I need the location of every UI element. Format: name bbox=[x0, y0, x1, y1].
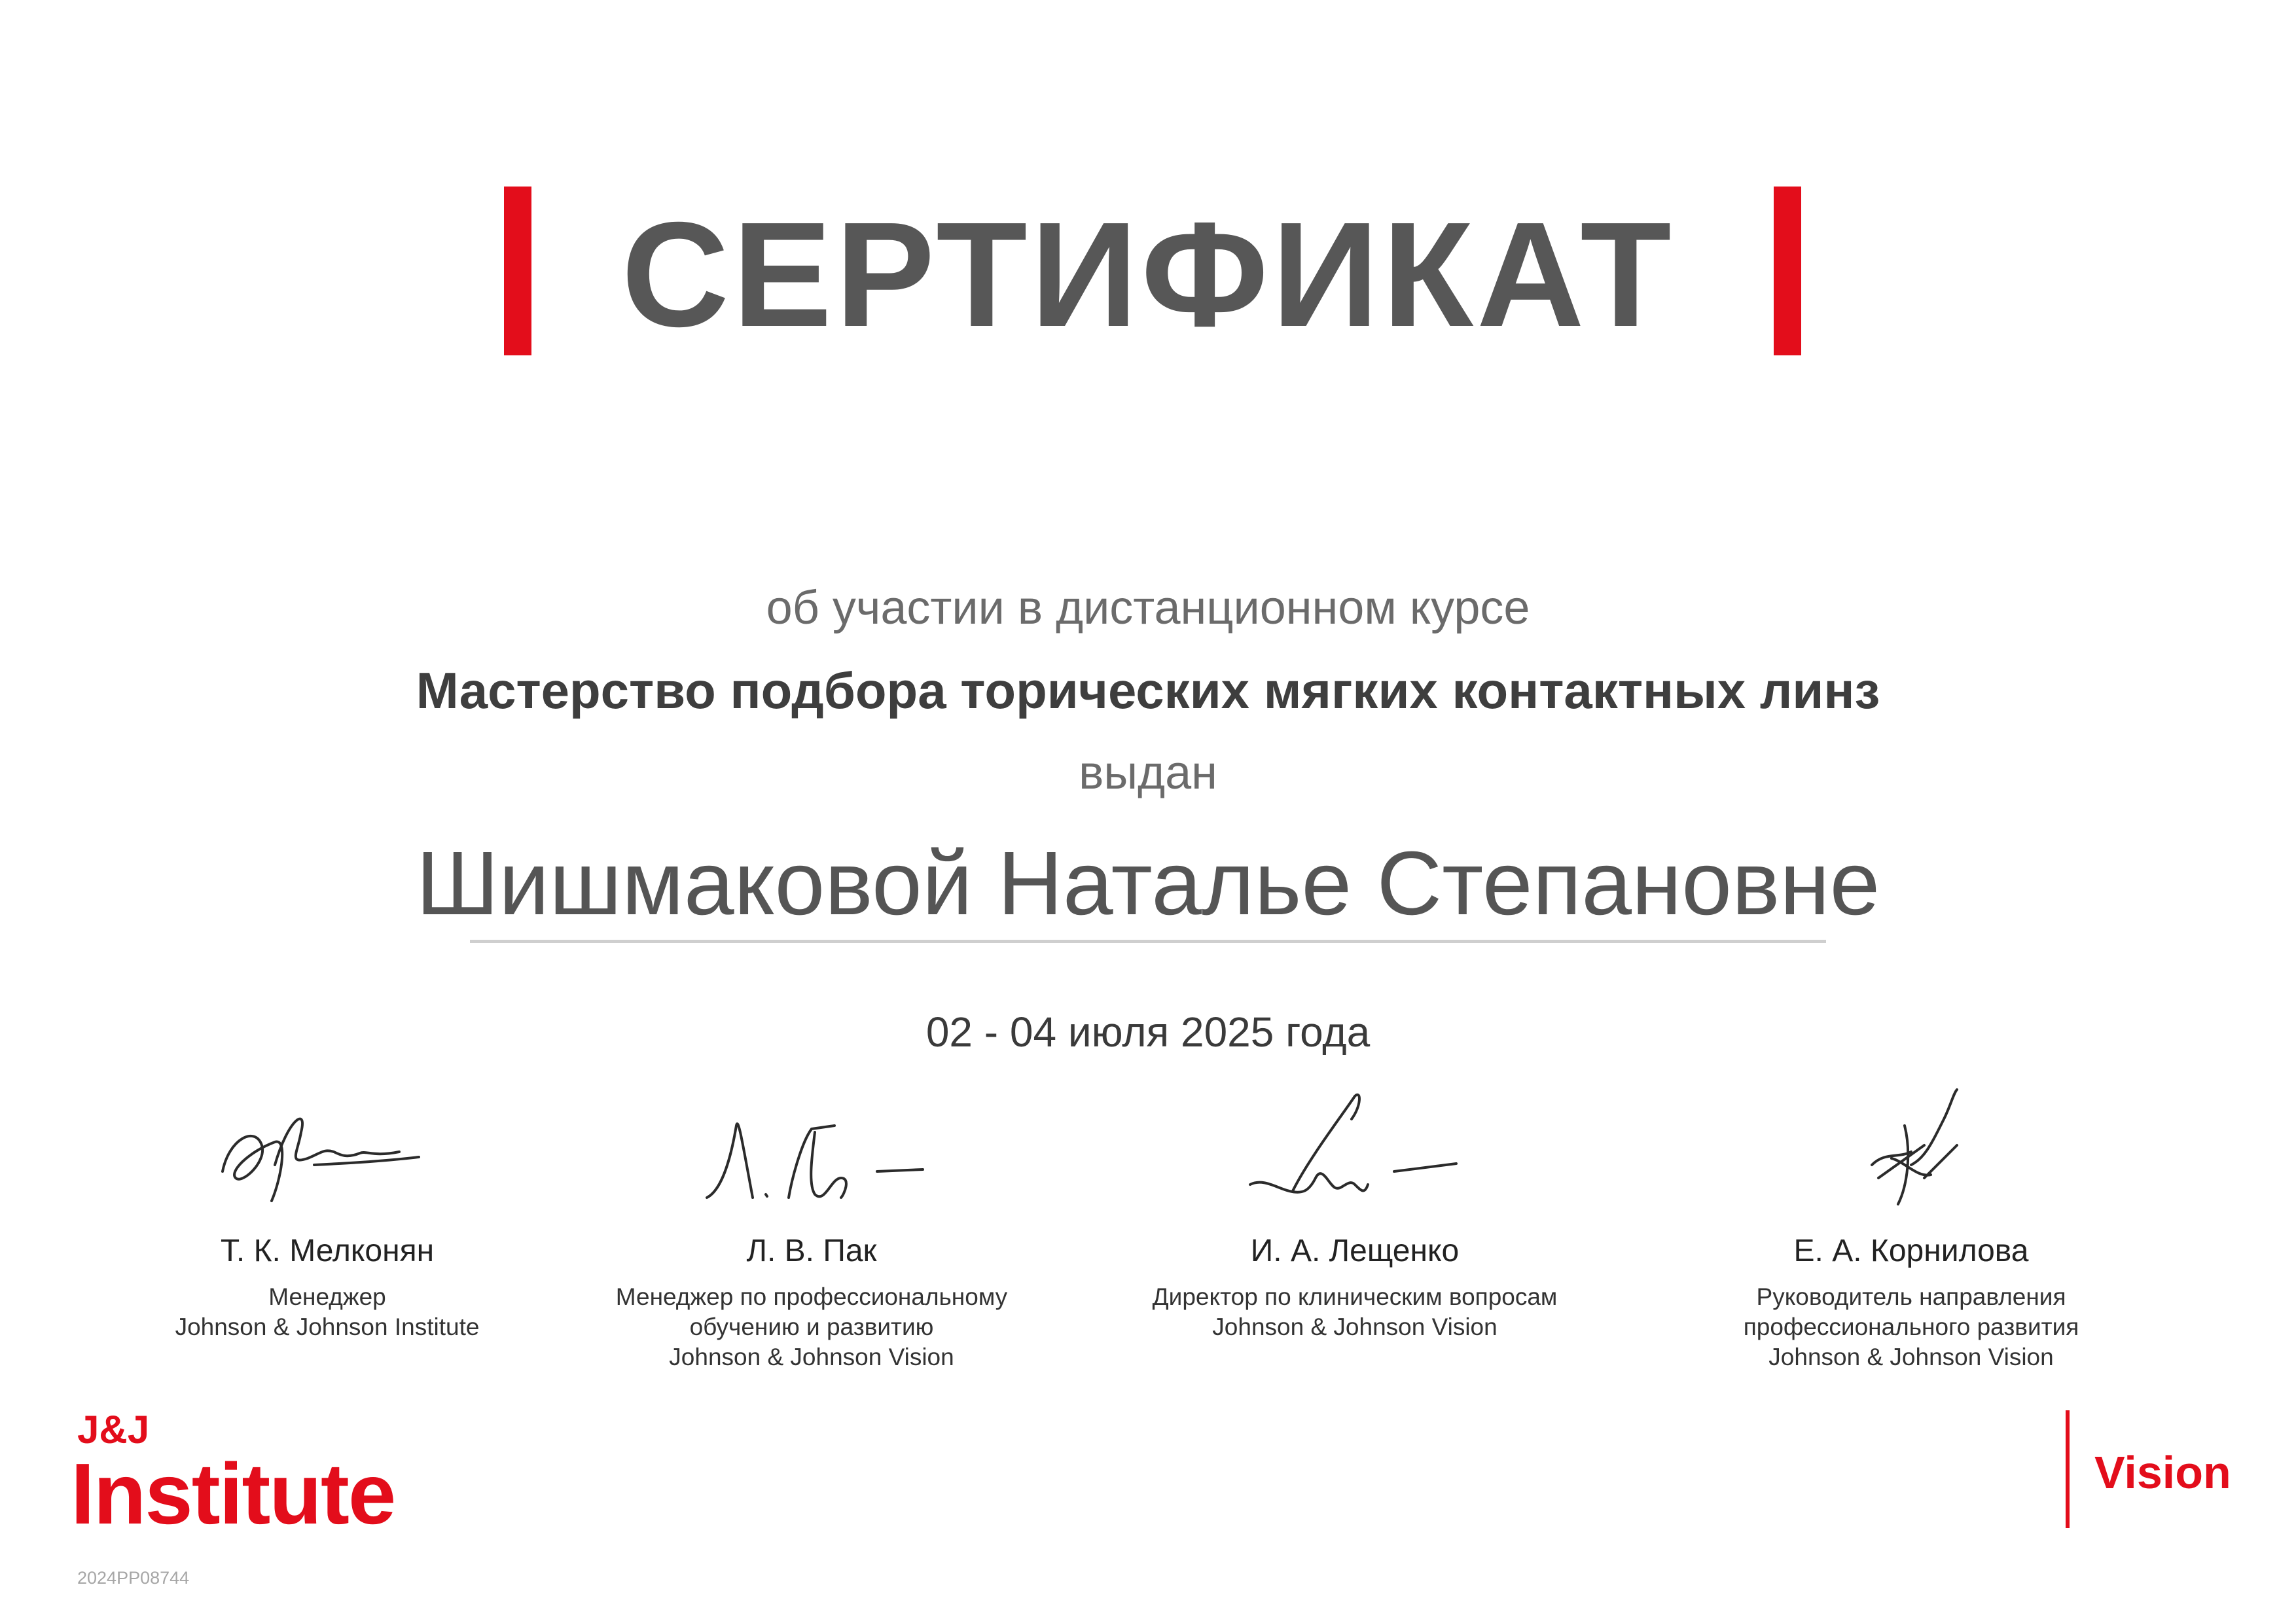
signatory-role-line: Менеджер по профессиональному bbox=[615, 1283, 1008, 1310]
signatory-role-line: Руководитель направления bbox=[1756, 1283, 2066, 1310]
signature-image bbox=[1813, 1080, 2009, 1217]
course-dates: 02 - 04 июля 2025 года bbox=[925, 1008, 1371, 1056]
signatory-role-line: обучению и развитию bbox=[689, 1313, 934, 1340]
vision-logo-bar bbox=[2066, 1410, 2070, 1528]
certificate-title: СЕРТИФИКАТ bbox=[621, 192, 1675, 358]
signatory-role bbox=[1086, 1282, 1623, 1342]
signatory-name: И. А. Лещенко bbox=[1250, 1234, 1460, 1268]
issued-label: выдан bbox=[1079, 747, 1217, 799]
signatory-block bbox=[1086, 1080, 1623, 1342]
signature-image bbox=[209, 1080, 445, 1217]
institute-logo-text: Institute bbox=[71, 1446, 395, 1542]
recipient-underline bbox=[470, 940, 1826, 943]
signatory-role-line: Johnson & Johnson Institute bbox=[175, 1313, 480, 1340]
vision-logo-text: Vision bbox=[2094, 1447, 2231, 1498]
signature-image bbox=[681, 1080, 942, 1217]
recipient-name: Шишмаковой Наталье Степановне bbox=[416, 833, 1880, 934]
signatory-name: Л. В. Пак bbox=[746, 1234, 877, 1268]
title-accent-bar-right bbox=[1774, 187, 1801, 355]
certificate-code: 2024PP08744 bbox=[77, 1568, 190, 1588]
participation-subtitle: об участии в дистанционном курсе bbox=[766, 582, 1530, 634]
signatory-block bbox=[59, 1080, 596, 1342]
signatory-role-line: Менеджер bbox=[268, 1283, 386, 1310]
signature-image bbox=[1230, 1080, 1479, 1217]
signatory-role bbox=[543, 1282, 1080, 1372]
course-title: Мастерство подбора торических мягких контактных линз bbox=[416, 662, 1880, 719]
signatory-block bbox=[1643, 1080, 2179, 1372]
signatory-name: Е. А. Корнилова bbox=[1793, 1234, 2029, 1268]
signatory-role bbox=[59, 1282, 596, 1342]
signatory-role-line: Директор по клиническим вопросам bbox=[1152, 1283, 1558, 1310]
signatory-block bbox=[543, 1080, 1080, 1372]
signatory-role bbox=[1643, 1282, 2179, 1372]
signatory-role-line: Johnson & Johnson Vision bbox=[1768, 1344, 2054, 1370]
signatory-name: Т. К. Мелконян bbox=[220, 1234, 435, 1268]
signatory-role-line: Johnson & Johnson Vision bbox=[1212, 1313, 1498, 1340]
jj-logo-text: J&J bbox=[77, 1408, 150, 1452]
signatory-role-line: Johnson & Johnson Vision bbox=[669, 1344, 954, 1370]
signatory-role-line: профессионального развития bbox=[1743, 1313, 2079, 1340]
